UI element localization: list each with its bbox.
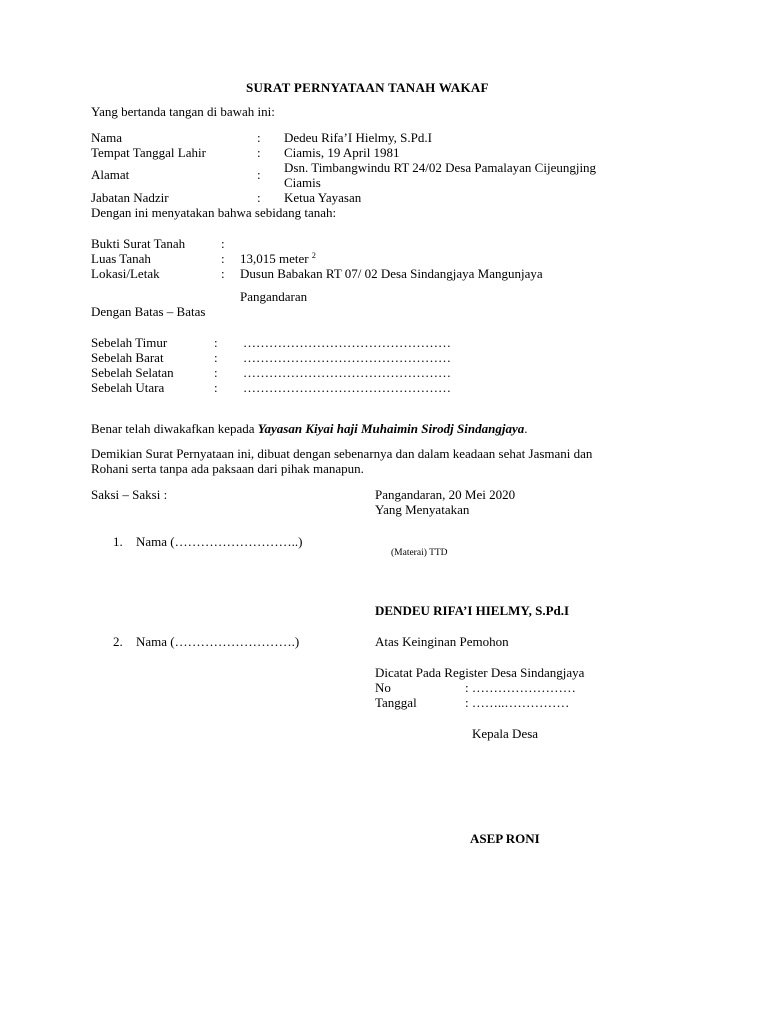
witness-number: 1. — [113, 534, 123, 549]
jabatan-value: Ketua Yayasan — [284, 190, 362, 205]
request-note: Atas Keinginan Pemohon — [375, 634, 509, 649]
ttl-label: Tempat Tanggal Lahir — [91, 145, 206, 160]
document-title: SURAT PERNYATAAN TANAH WAKAF — [246, 80, 489, 95]
saksi-heading: Saksi – Saksi : — [91, 487, 168, 502]
materai-note: (Materai) TTD — [391, 548, 448, 558]
statement-text: Dengan ini menyatakan bahwa sebidang tanah: — [91, 205, 337, 220]
witness-name: Nama (………………………..) — [136, 534, 303, 549]
batas-label: Sebelah Selatan — [91, 365, 174, 380]
batas-heading: Dengan Batas – Batas — [91, 304, 206, 319]
nama-value: Dedeu Rifa’I Hielmy, S.Pd.I — [284, 130, 432, 145]
wakaf-recipient: Yayasan Kiyai haji Muhaimin Sirodj Sindangjaya — [257, 421, 525, 436]
declarant-label: Yang Menyatakan — [375, 502, 470, 517]
batas-value: ………………………………………… — [243, 380, 451, 395]
colon: : — [257, 190, 261, 205]
colon: : — [214, 365, 218, 380]
luas-value: 13,015 meter $^2$ — [240, 251, 316, 266]
register-no-label: No — [375, 680, 391, 695]
kepala-desa-name: ASEP RONI — [470, 831, 540, 846]
witness-name: Nama (……………………….) — [136, 634, 300, 649]
luas-label: Luas Tanah — [91, 251, 151, 266]
colon: : — [257, 130, 261, 145]
lokasi-value-line2: Pangandaran — [240, 289, 308, 304]
closing-line-1: Demikian Surat Pernyataan ini, dibuat dengan sebenarnya dan dalam keadaan sehat Jasmani dan — [91, 446, 593, 461]
jabatan-label: Jabatan Nadzir — [91, 190, 169, 205]
register-tanggal-label: Tanggal — [375, 695, 417, 710]
bukti-label: Bukti Surat Tanah — [91, 236, 186, 251]
batas-value: ………………………………………… — [243, 365, 451, 380]
colon: : — [214, 380, 218, 395]
batas-value: ………………………………………… — [243, 350, 451, 365]
colon: : — [214, 335, 218, 350]
ttl-value: Ciamis, 19 April 1981 — [284, 145, 400, 160]
luas-superscript: 2 — [311, 251, 316, 260]
batas-label: Sebelah Timur — [91, 335, 168, 350]
colon: : — [257, 145, 261, 160]
intro-text: Yang bertanda tangan di bawah ini: — [91, 104, 275, 119]
colon: : — [221, 236, 225, 251]
lokasi-value-line1: Dusun Babakan RT 07/ 02 Desa Sindangjaya Mangunjaya — [240, 266, 543, 281]
alamat-value-line1: Dsn. Timbangwindu RT 24/02 Desa Pamalayan Cijeungjing — [284, 160, 597, 175]
alamat-value-line2: Ciamis — [284, 175, 321, 190]
witness-number: 2. — [113, 634, 123, 649]
closing-line-2: Rohani serta tanpa ada paksaan dari pihak manapun. — [91, 461, 364, 476]
register-heading: Dicatat Pada Register Desa Sindangjaya — [375, 665, 585, 680]
nama-label: Nama — [91, 130, 123, 145]
batas-value: ………………………………………… — [243, 335, 451, 350]
declarant-name: DENDEU RIFA’I HIELMY, S.Pd.I — [375, 603, 570, 618]
kepala-desa-label: Kepala Desa — [472, 726, 539, 741]
lokasi-label: Lokasi/Letak — [91, 266, 160, 281]
batas-label: Sebelah Utara — [91, 380, 165, 395]
alamat-label: Alamat — [91, 167, 130, 182]
register-no-value: : …………………… — [465, 680, 576, 695]
colon: : — [221, 266, 225, 281]
colon: : — [214, 350, 218, 365]
colon: : — [257, 167, 261, 182]
place-date: Pangandaran, 20 Mei 2020 — [375, 487, 516, 502]
batas-label: Sebelah Barat — [91, 350, 164, 365]
colon: : — [221, 251, 225, 266]
register-tanggal-value: : ……..…………… — [465, 695, 570, 710]
wakaf-statement: Benar telah diwakafkan kepada Yayasan Kiyai haji Muhaimin Sirodj Sindangjaya. — [91, 421, 528, 436]
